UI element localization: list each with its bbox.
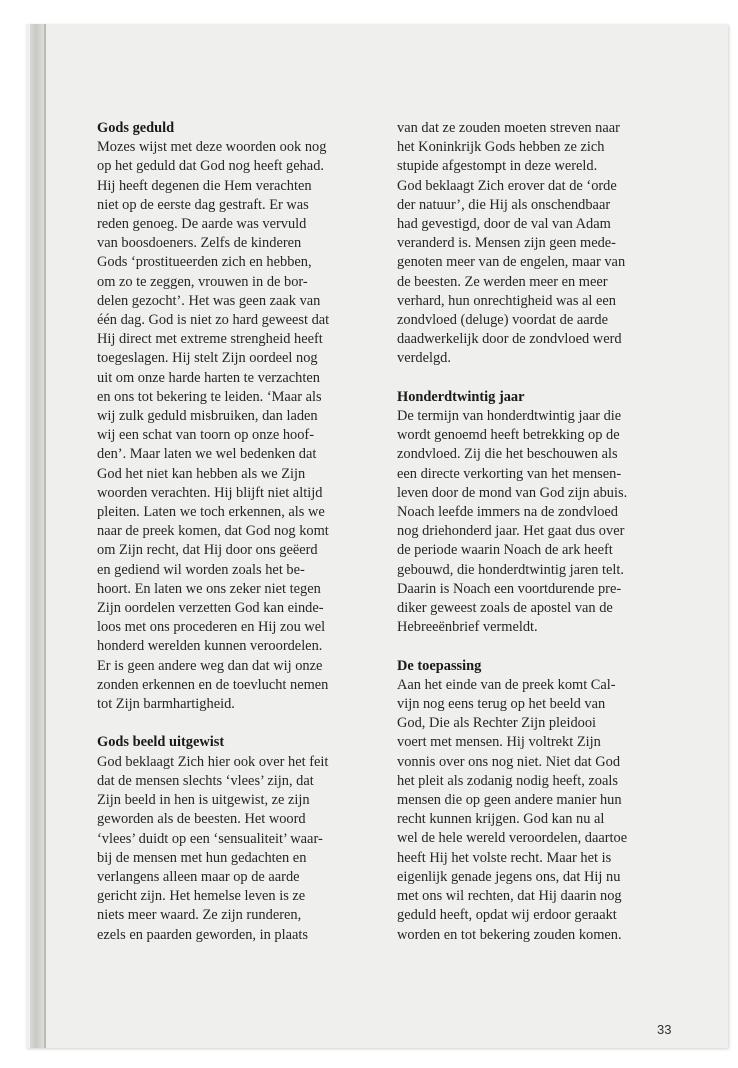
- text-line: het pleit als zodanig nodig heeft, zoals: [397, 772, 618, 789]
- text-line: verlangens alleen maar op de aarde: [97, 868, 300, 885]
- text-line: om zo te zeggen, vrouwen in de bor-: [97, 273, 308, 290]
- text-line: één dag. God is niet zo hard geweest dat: [97, 312, 330, 329]
- section-heading-gods-geduld: Gods geduld: [97, 120, 175, 136]
- text-line: den’. Maar laten we wel bedenken dat: [97, 446, 317, 463]
- section-spacer: [397, 637, 687, 656]
- text-line: niets meer waard. Ze zijn runderen,: [97, 907, 302, 924]
- text-line: God het niet kan hebben als we Zijn: [97, 465, 306, 482]
- text-line: wordt genoemd heeft betrekking op de: [397, 427, 620, 444]
- text-line: eigenlijk genade jegens ons, dat Hij nu: [397, 868, 621, 885]
- text-line: recht kunnen krijgen. God kan nu al: [397, 811, 605, 828]
- text-line: dat de mensen slechts ‘vlees’ zijn, dat: [97, 772, 314, 789]
- text-line: God beklaagt Zich erover dat de ‘orde: [397, 177, 617, 194]
- text-line: reden genoeg. De aarde was vervuld: [97, 216, 307, 233]
- right-column: [397, 119, 687, 945]
- text-line: zondvloed (deluge) voordat de aarde: [397, 312, 608, 329]
- text-line: de periode waarin Noach de ark heeft: [397, 542, 613, 559]
- text-line: delen gezocht’. Het was geen zaak van: [97, 292, 321, 309]
- text-line: vonnis over ons nog niet. Niet dat God: [397, 753, 621, 770]
- text-line: nog driehonderd jaar. Het gaat dus over: [397, 523, 625, 540]
- text-line: genoten meer van de engelen, maar van: [397, 254, 626, 271]
- text-line: de beesten. Ze werden meer en meer: [397, 273, 608, 290]
- text-line: Hij heeft degenen die Hem verachten: [97, 177, 312, 194]
- text-line: worden en tot bekering zouden komen.: [397, 926, 622, 943]
- section-body-gods-beeld-uitgewist: [97, 753, 379, 945]
- text-line: naar de preek komen, dat God nog komt: [97, 523, 329, 540]
- text-line: woorden verachten. Hij blijft niet altijd: [97, 484, 323, 501]
- text-line: Er is geen andere weg dan dat wij onze: [97, 657, 323, 674]
- book-gutter: [30, 24, 44, 1048]
- gutter-edge: [44, 24, 46, 1048]
- section-body-honderdtwintig-jaar: [397, 407, 687, 637]
- text-line: honderd werelden kunnen veroordelen.: [97, 638, 323, 655]
- text-line: Daarin is Noach een voortdurende pre-: [397, 580, 622, 597]
- text-line: Mozes wijst met deze woorden ook nog: [97, 139, 327, 156]
- text-line: tot Zijn barmhartigheid.: [97, 696, 235, 713]
- text-line: daadwerkelijk door de zondvloed werd: [397, 331, 622, 348]
- text-line: zondvloed. Zij die het beschouwen als: [397, 446, 618, 463]
- section-spacer: [397, 369, 687, 388]
- text-line: wel de hele wereld veroordelen, daartoe: [397, 830, 628, 847]
- text-line: had gevestigd, door de val van Adam: [397, 216, 611, 233]
- text-line: wij zulk geduld misbruiken, dan laden: [97, 408, 318, 425]
- text-line: ezels en paarden geworden, in plaats: [97, 926, 308, 943]
- text-line: en gediend wil worden zoals het be-: [97, 561, 305, 578]
- text-line: verhard, hun onrechtigheid was al een: [397, 292, 616, 309]
- text-line: mensen die op geen andere manier hun: [397, 792, 622, 809]
- text-line: ‘vlees’ duidt op een ‘sensualiteit’ waar-: [97, 830, 323, 847]
- text-line: gericht zijn. Het hemelse leven is ze: [97, 888, 306, 905]
- text-line: op het geduld dat God nog heeft gehad.: [97, 158, 324, 175]
- text-line: verdelgd.: [397, 350, 451, 367]
- text-line: stupide afgestompt in deze wereld.: [397, 158, 598, 175]
- section-heading-honderdtwintig-jaar: Honderdtwintig jaar: [397, 388, 525, 405]
- section-body-gods-geduld: [97, 138, 379, 714]
- text-line: De termijn van honderdtwintig jaar die: [397, 408, 622, 425]
- text-line: heeft Hij het volste recht. Maar het is: [397, 849, 612, 866]
- text-line: Zijn beeld in hen is uitgewist, ze zijn: [97, 792, 310, 809]
- text-line: geduld heeft, opdat wij erdoor geraakt: [397, 907, 617, 924]
- text-line: veranderd is. Mensen zijn geen mede-: [397, 235, 616, 252]
- text-line: der natuur’, die Hij als onschendbaar: [397, 196, 611, 213]
- text-line: gebouwd, die honderdtwintig jaren telt.: [397, 561, 624, 578]
- text-line: bij de mensen met hun gedachten en: [97, 849, 307, 866]
- text-line: het Koninkrijk Gods hebben ze zich: [397, 139, 605, 156]
- section-heading-gods-beeld-uitgewist: Gods beeld uitgewist: [97, 734, 225, 751]
- section-body-de-toepassing: [397, 676, 687, 945]
- text-line: een directe verkorting van het mensen-: [397, 465, 622, 482]
- text-line: geworden als de beesten. Het woord: [97, 811, 306, 828]
- text-line: van boosdoeners. Zelfs de kinderen: [97, 235, 302, 252]
- text-line: voert met mensen. Hij voltrekt Zijn: [397, 734, 601, 751]
- text-line: zonden erkennen en de toevlucht nemen: [97, 676, 329, 693]
- text-line: leven door de mond van God zijn abuis.: [397, 484, 628, 501]
- text-line: toegeslagen. Hij stelt Zijn oordeel nog: [97, 350, 318, 367]
- section-heading-de-toepassing: De toepassing: [397, 657, 482, 674]
- left-column: [97, 119, 379, 945]
- section-spacer: [97, 714, 379, 733]
- page-number: 33: [657, 1022, 672, 1037]
- text-line: God beklaagt Zich hier ook over het feit: [97, 753, 329, 770]
- text-line: Hij direct met extreme strengheid heeft: [97, 331, 323, 348]
- text-line: God, Die als Rechter Zijn pleidooi: [397, 715, 597, 732]
- text-line: hoort. En laten we ons zeker niet tegen: [97, 580, 321, 597]
- text-line: diker geweest zoals de apostel van de: [397, 600, 613, 617]
- text-line: van dat ze zouden moeten streven naar: [397, 120, 620, 136]
- text-line: en ons tot bekering te leiden. ‘Maar als: [97, 388, 322, 405]
- text-line: pleiten. Laten we toch erkennen, als we: [97, 504, 325, 521]
- text-line: om Zijn recht, dat Hij door ons geëerd: [97, 542, 318, 559]
- text-line: Gods ‘prostitueerden zich en hebben,: [97, 254, 312, 271]
- text-line: Hebreeënbrief vermeldt.: [397, 619, 538, 636]
- text-line: niet op de eerste dag gestraft. Er was: [97, 196, 309, 213]
- continued-paragraph: [397, 119, 687, 369]
- text-line: uit om onze harde harten te verzachten: [97, 369, 320, 386]
- text-line: Aan het einde van de preek komt Cal-: [397, 676, 616, 693]
- text-line: Noach leefde immers na de zondvloed: [397, 504, 618, 521]
- text-line: loos met ons procederen en Hij zou wel: [97, 619, 326, 636]
- text-line: met ons wil rechten, dat Hij daarin nog: [397, 888, 622, 905]
- text-line: Zijn oordelen verzetten God kan einde-: [97, 600, 324, 617]
- text-line: wij een schat van toorn op onze hoof-: [97, 427, 314, 444]
- text-line: vijn nog eens terug op het beeld van: [397, 696, 606, 713]
